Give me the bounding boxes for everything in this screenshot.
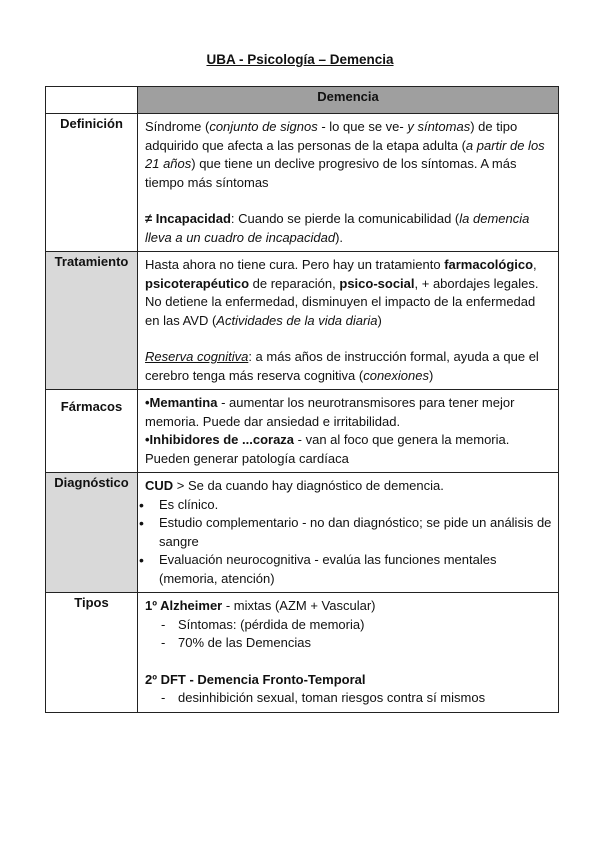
- header-demencia: Demencia: [138, 87, 559, 114]
- list-item: • Es clínico.: [145, 496, 552, 515]
- dft-heading: [145, 671, 552, 690]
- document-title: UBA - Psicología – Demencia: [206, 52, 394, 67]
- text: Hasta ahora no tiene cura. Pero hay un tratamiento: [145, 257, 445, 272]
- text: : a más años de instrucción formal, ayuda a que el cerebro tenga más reserva cognitiva (: [145, 349, 539, 383]
- text: de reparación,: [249, 275, 340, 291]
- label-farmacos: Fármacos: [46, 390, 138, 473]
- list-item: • Estudio complementario - no dan diagnóstico; se pide un análisis de sangre: [145, 514, 552, 551]
- memantina-paragraph: [145, 394, 552, 431]
- content-tipos: [138, 593, 559, 713]
- list-item: - Síntomas: (pérdida de memoria): [145, 616, 552, 635]
- spacer: [145, 653, 552, 671]
- dementia-table: [45, 86, 559, 713]
- text: ) de tipo adquirido que afecta a las personas de la etapa adulta (: [145, 119, 518, 153]
- text-bold: •Memantina: [145, 395, 218, 410]
- text-bold: psicoterapéutico: [145, 275, 250, 291]
- text: ,: [533, 257, 537, 272]
- text: , + abordajes legales.: [414, 275, 539, 291]
- row-definicion: [46, 114, 559, 252]
- text: - mixtas (AZM + Vascular): [222, 598, 376, 613]
- text-italic: Actividades de la vida diaria: [216, 312, 378, 328]
- content-diagnostico: [138, 473, 559, 593]
- reserva-paragraph: [145, 348, 552, 385]
- text-bold: 1º Alzheimer: [145, 598, 223, 613]
- list-item: • Evaluación neurocognitiva - evalúa las funciones mentales (memoria, atención): [145, 551, 552, 588]
- text: ) que tiene un declive progresivo de los síntomas. A más tiempo más síntomas: [145, 156, 517, 190]
- text-italic-underline: Reserva cognitiva: [145, 349, 249, 364]
- text: - aumentar los neurotransmisores para tener mejor memoria. Puede dar ansiedad e irritabilidad.: [145, 395, 515, 429]
- text: : Cuando se pierde la comunicabilidad (: [230, 211, 460, 226]
- text-italic: conexiones: [363, 367, 429, 383]
- label-tratamiento: Tratamiento: [46, 252, 138, 390]
- header-empty-cell: [46, 87, 138, 114]
- label-diagnostico: Diagnóstico: [46, 473, 138, 593]
- text-italic: la demencia lleva a un cuadro de incapacidad: [145, 211, 530, 245]
- label-tipos: Tipos: [46, 593, 138, 713]
- text: ).: [335, 229, 344, 245]
- text-bold: 2º DFT - Demencia Fronto-Temporal: [145, 671, 366, 687]
- text-bold: •Inhibidores de ...coraza: [145, 432, 295, 447]
- text: ): [377, 312, 382, 328]
- text: > Se da cuando hay diagnóstico de demencia.: [173, 478, 444, 493]
- list-item: - desinhibición sexual, toman riesgos contra sí mismos: [145, 689, 552, 708]
- text-italic: y síntomas: [407, 119, 471, 134]
- spacer: [145, 192, 552, 210]
- row-diagnostico: [46, 473, 559, 593]
- text-bold: psico-social: [339, 275, 415, 291]
- text: No detiene la enfermedad, disminuyen el impacto de la enfermedad en las AVD (: [145, 294, 536, 328]
- header-row: [46, 87, 559, 114]
- text: ): [429, 367, 434, 383]
- alzheimer-heading: [145, 597, 552, 616]
- text-bold: farmacológico: [444, 257, 534, 272]
- text-italic: conjunto de signos: [209, 119, 318, 134]
- text: - van al foco que genera la memoria. Pueden generar patología cardíaca: [145, 432, 510, 466]
- content-tratamiento: [138, 252, 559, 390]
- text-italic: a partir de los 21 años: [145, 137, 545, 171]
- text: - lo que se ve-: [317, 119, 408, 134]
- tratamiento-paragraph-2: [145, 293, 552, 330]
- text-bold: CUD: [145, 478, 174, 493]
- tratamiento-paragraph-1: [145, 256, 552, 293]
- text: Síndrome (: [145, 119, 210, 134]
- content-definicion: [138, 114, 559, 252]
- label-definicion: Definición: [46, 114, 138, 252]
- cud-paragraph: [145, 477, 552, 496]
- content-farmacos: [138, 390, 559, 473]
- row-farmacos: [46, 390, 559, 473]
- list-item: - 70% de las Demencias: [145, 634, 552, 653]
- definicion-paragraph: [145, 118, 552, 192]
- incapacidad-paragraph: [145, 210, 552, 247]
- inhibidores-paragraph: [145, 431, 552, 468]
- spacer: [145, 330, 552, 348]
- text-bold: ≠ Incapacidad: [145, 211, 231, 226]
- row-tratamiento: [46, 252, 559, 390]
- row-tipos: [46, 593, 559, 713]
